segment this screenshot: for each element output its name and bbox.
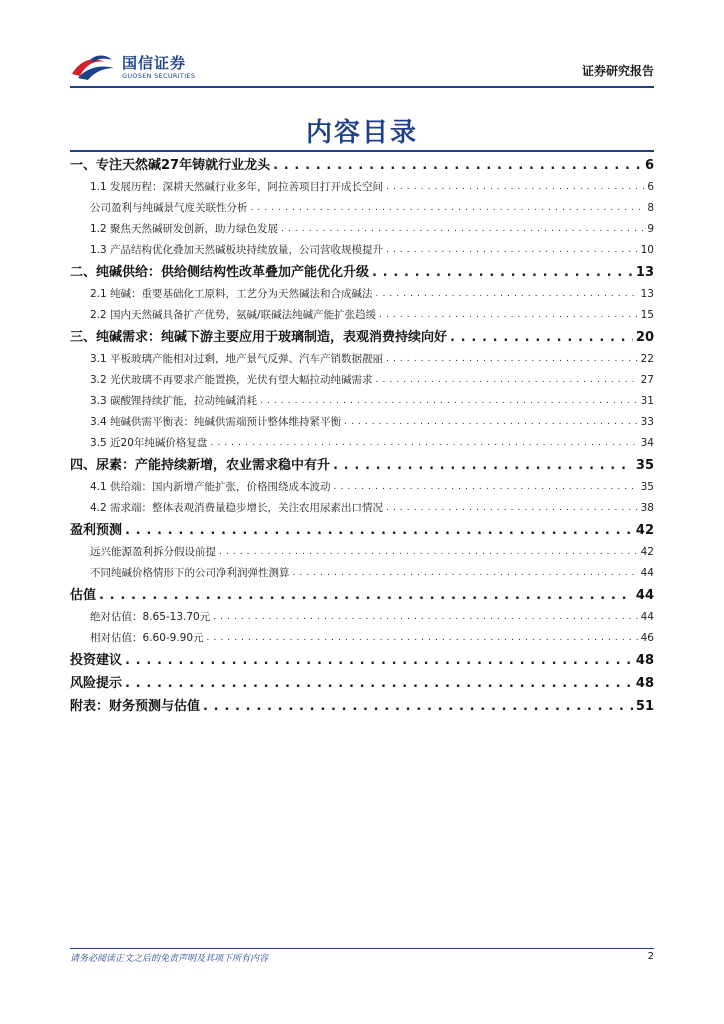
toc-entry-page: 44 [640,567,654,579]
footer-disclaimer: 请务必阅读正文之后的免责声明及其项下所有内容 [70,954,269,964]
toc-subsection-entry[interactable] [70,607,654,628]
toc-entry-page: 48 [635,653,654,668]
toc-subsection-entry[interactable] [70,412,654,433]
toc-entry-page: 13 [635,265,654,280]
toc-entry-title: 附表：财务预测与估值 [70,699,201,714]
toc-dot-leader [125,672,633,695]
toc-entry-title: 二、纯碱供给：供给侧结构性改革叠加产能优化升级 [70,265,370,280]
toc-dot-leader [203,695,633,718]
toc-entry-page: 9 [647,223,654,235]
toc-title-divider [70,150,654,152]
footer-divider [70,948,654,949]
toc-section-entry[interactable] [70,261,654,284]
toc-entry-page: 44 [640,611,654,623]
toc-subsection-entry[interactable] [70,542,654,563]
toc-dot-leader [213,607,637,628]
toc-entry-title: 4.1 供给端：国内新增产能扩张，价格围绕成本波动 [90,481,331,493]
toc-section-entry[interactable] [70,326,654,349]
toc-dot-leader [334,477,638,498]
toc-entry-page: 8 [647,202,654,214]
toc-dot-leader [386,498,638,519]
toc-subsection-entry[interactable] [70,219,654,240]
toc-entry-title: 风险提示 [70,676,123,691]
toc-entry-page: 35 [640,481,654,493]
toc-dot-leader [293,563,638,584]
toc-section-entry[interactable] [70,454,654,477]
toc-dot-leader [372,261,633,284]
toc-entry-title: 公司盈利与纯碱景气度关联性分析 [90,202,248,214]
toc-dot-leader [210,433,637,454]
toc-entry-page: 10 [640,244,654,256]
toc-entry-page: 15 [640,309,654,321]
toc-title: 内容目录 [305,118,418,148]
toc-dot-leader [379,305,638,326]
toc-entry-title: 4.2 需求端：整体表观消费量稳步增长，关注农用尿素出口情况 [90,502,384,514]
page-number: 2 [647,951,654,962]
toc-entry-page: 22 [640,353,654,365]
toc-section-entry[interactable] [70,519,654,542]
toc-entry-title: 3.3 碳酸锂持续扩能，拉动纯碱消耗 [90,395,258,407]
toc-entry-page: 48 [635,676,654,691]
toc-subsection-entry[interactable] [70,477,654,498]
toc-dot-leader [99,584,633,607]
toc-dot-leader [281,219,644,240]
table-of-contents [70,154,654,718]
toc-entry-title: 3.1 平板玻璃产能相对过剩，地产景气反弹、汽车产销数据靓丽 [90,353,384,365]
toc-entry-title: 盈利预测 [70,523,123,538]
toc-entry-page: 13 [640,288,654,300]
toc-section-entry[interactable] [70,584,654,607]
toc-entry-page: 20 [635,330,654,345]
toc-subsection-entry[interactable] [70,240,654,261]
toc-dot-leader [207,628,638,649]
toc-entry-page: 42 [640,546,654,558]
toc-dot-leader [219,542,638,563]
toc-entry-page: 31 [640,395,654,407]
toc-entry-title: 1.3 产品结构优化叠加天然碱板块持续放量，公司营收规模提升 [90,244,384,256]
toc-entry-page: 42 [635,523,654,538]
toc-entry-title: 2.2 国内天然碱具备扩产优势，氨碱/联碱法纯碱产能扩张趋缓 [90,309,377,321]
toc-entry-title: 相对估值：6.60-9.90元 [90,632,204,644]
toc-subsection-entry[interactable] [70,391,654,412]
toc-entry-page: 6 [647,181,654,193]
toc-entry-title: 不同纯碱价格情形下的公司净利润弹性测算 [90,567,290,579]
toc-entry-title: 1.1 发展历程：深耕天然碱行业多年，阿拉善项目打开成长空间 [90,181,384,193]
toc-entry-title: 绝对估值：8.65-13.70元 [90,611,211,623]
toc-entry-title: 估值 [70,588,97,603]
toc-dot-leader [344,412,638,433]
toc-section-entry[interactable] [70,649,654,672]
toc-entry-title: 三、纯碱需求：纯碱下游主要应用于玻璃制造，表观消费持续向好 [70,330,448,345]
brand-name-en: GUOSEN SECURITIES [122,71,196,80]
toc-subsection-entry[interactable] [70,284,654,305]
toc-entry-title: 投资建议 [70,653,123,668]
toc-subsection-entry[interactable] [70,198,654,219]
toc-entry-page: 33 [640,416,654,428]
toc-entry-title: 3.5 近20年纯碱价格复盘 [90,437,208,449]
toc-dot-leader [333,454,633,477]
toc-entry-page: 38 [640,502,654,514]
toc-section-entry[interactable] [70,695,654,718]
toc-entry-title: 3.2 光伏玻璃不再要求产能置换，光伏有望大幅拉动纯碱需求 [90,374,373,386]
toc-section-entry[interactable] [70,672,654,695]
brand-logo [70,52,195,82]
toc-section-entry[interactable] [70,154,654,177]
toc-subsection-entry[interactable] [70,498,654,519]
toc-dot-leader [260,391,638,412]
toc-entry-page: 44 [635,588,654,603]
toc-dot-leader [251,198,645,219]
toc-dot-leader [125,649,633,672]
report-type-label: 证券研究报告 [581,64,654,78]
toc-dot-leader [376,370,638,391]
toc-entry-title: 一、专注天然碱27年铸就行业龙头 [70,158,271,173]
guosen-logo-icon [70,52,116,82]
toc-entry-title: 3.4 纯碱供需平衡表：纯碱供需端预计整体维持紧平衡 [90,416,342,428]
toc-entry-page: 35 [635,458,654,473]
header-divider [70,86,654,88]
toc-entry-page: 51 [635,699,654,714]
toc-subsection-entry[interactable] [70,628,654,649]
toc-entry-page: 6 [644,158,654,173]
toc-dot-leader [450,326,633,349]
toc-entry-title: 1.2 聚焦天然碱研发创新，助力绿色发展 [90,223,279,235]
toc-subsection-entry[interactable] [70,433,654,454]
toc-entry-page: 34 [640,437,654,449]
toc-subsection-entry[interactable] [70,177,654,198]
toc-entry-page: 46 [640,632,654,644]
toc-subsection-entry[interactable] [70,305,654,326]
toc-subsection-entry[interactable] [70,563,654,584]
brand-name-cn: 国信证券 [122,53,187,72]
toc-dot-leader [386,349,638,370]
toc-entry-title: 远兴能源盈利拆分假设前提 [90,546,216,558]
page-header [70,48,654,88]
toc-dot-leader [376,284,638,305]
toc-subsection-entry[interactable] [70,349,654,370]
toc-entry-title: 2.1 纯碱：重要基础化工原料，工艺分为天然碱法和合成碱法 [90,288,373,300]
toc-entry-title: 四、尿素：产能持续新增，农业需求稳中有升 [70,458,331,473]
toc-entry-page: 27 [640,374,654,386]
toc-dot-leader [386,240,638,261]
toc-dot-leader [273,154,642,177]
toc-subsection-entry[interactable] [70,370,654,391]
toc-dot-leader [386,177,644,198]
toc-dot-leader [125,519,633,542]
